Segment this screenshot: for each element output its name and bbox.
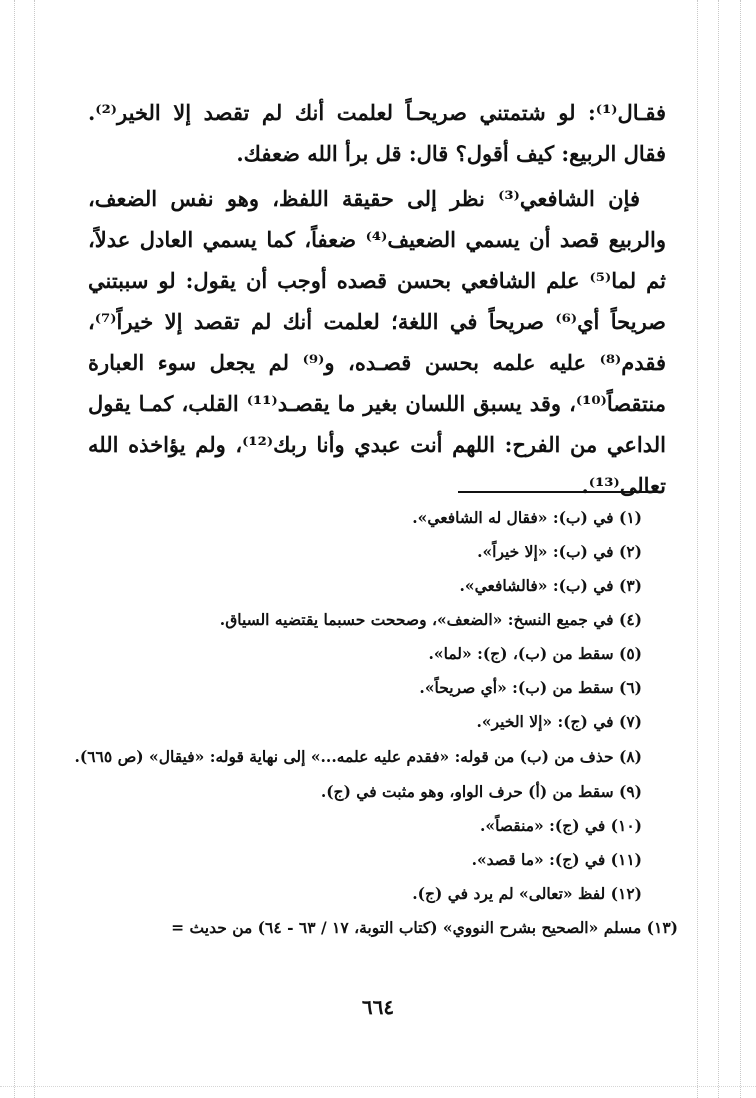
footnote: (٤) في جميع النسخ: «الضعف»، وصححت حسبما يقتضيه السياق.: [219, 610, 642, 629]
footnotes-list: [66, 501, 678, 945]
footnote: (٣) في (ب): «فالشافعي».: [459, 576, 642, 595]
footnote: (١٣) مسلم «الصحيح بشرح النووي» (كتاب التوبة، ١٧ / ٦٣ - ٦٤) من حديث =: [171, 918, 678, 937]
footnote: (٧) في (ج): «إلا الخير».: [476, 712, 642, 731]
footnote: (٢) في (ب): «إلا خيراً».: [477, 542, 642, 561]
footnote: (٨) حذف من (ب) من قوله: «فقدم عليه علمه...» إلى نهاية قوله: «فيقال» (ص ٦٦٥).: [74, 747, 642, 766]
scan-guide-line: [14, 0, 15, 1098]
footnote: (١) في (ب): «فقال له الشافعي».: [412, 508, 642, 527]
footnote: (٦) سقط من (ب): «أي صريحاً».: [419, 678, 642, 697]
scan-guide-line: [34, 0, 35, 1098]
scan-guide-line: [718, 0, 719, 1098]
footnote: (١١) في (ج): «ما قصد».: [471, 850, 642, 869]
paragraph-2: فإن الشافعي⁽³⁾ نظر إلى حقيقة اللفظ، وهو نفس الضعف، والربيع قصد أن يسمي الضعيف⁽⁴⁾ ضعفاً، كما يسمي العادل عدلاً، ثم لما⁽⁵⁾ علم الشافعي بحسن قصده أوجب أن يقول: لو سببتني صريحاً أي⁽⁶⁾ صريحاً في اللغة؛ لعلمت أنك لم تقصد إلا خيراً⁽⁷⁾، فقدم⁽⁸⁾ عليه علمه بحسن قصـده، و⁽⁹⁾ لم يجعل سوء العبارة منتقصاً⁽¹⁰⁾، وقد يسبق اللسان بغير ما يقصـد⁽¹¹⁾ القلب، كمـا يقول الداعي من الفرح: اللهم أنت عبدي وأنا ربك⁽¹²⁾، ولم يؤاخذه الله تعالى⁽¹³⁾.: [88, 186, 666, 498]
scan-guide-line: [697, 0, 698, 1098]
footnote: (٥) سقط من (ب)، (ج): «لما».: [428, 644, 642, 663]
footnote: (١٠) في (ج): «منقصاً».: [479, 816, 642, 835]
footnote-separator: [458, 491, 661, 493]
scan-guide-line: [0, 1086, 756, 1087]
footnote: (٩) سقط من (أ) حرف الواو، وهو مثبت في (ج).: [320, 782, 642, 801]
page-number: ٦٦٤: [361, 995, 395, 1019]
paragraph-1: فقـال⁽¹⁾: لو شتمتني صريحـاً لعلمت أنك لم تقصد إلا الخير⁽²⁾. فقال الربيع: كيف أقول؟ قال: قل برأ الله ضعفك.: [88, 100, 666, 166]
scan-guide-line: [740, 0, 741, 1098]
footnote: (١٢) لفظ «تعالى» لم يرد في (ج).: [412, 884, 642, 903]
main-text: [88, 92, 666, 506]
